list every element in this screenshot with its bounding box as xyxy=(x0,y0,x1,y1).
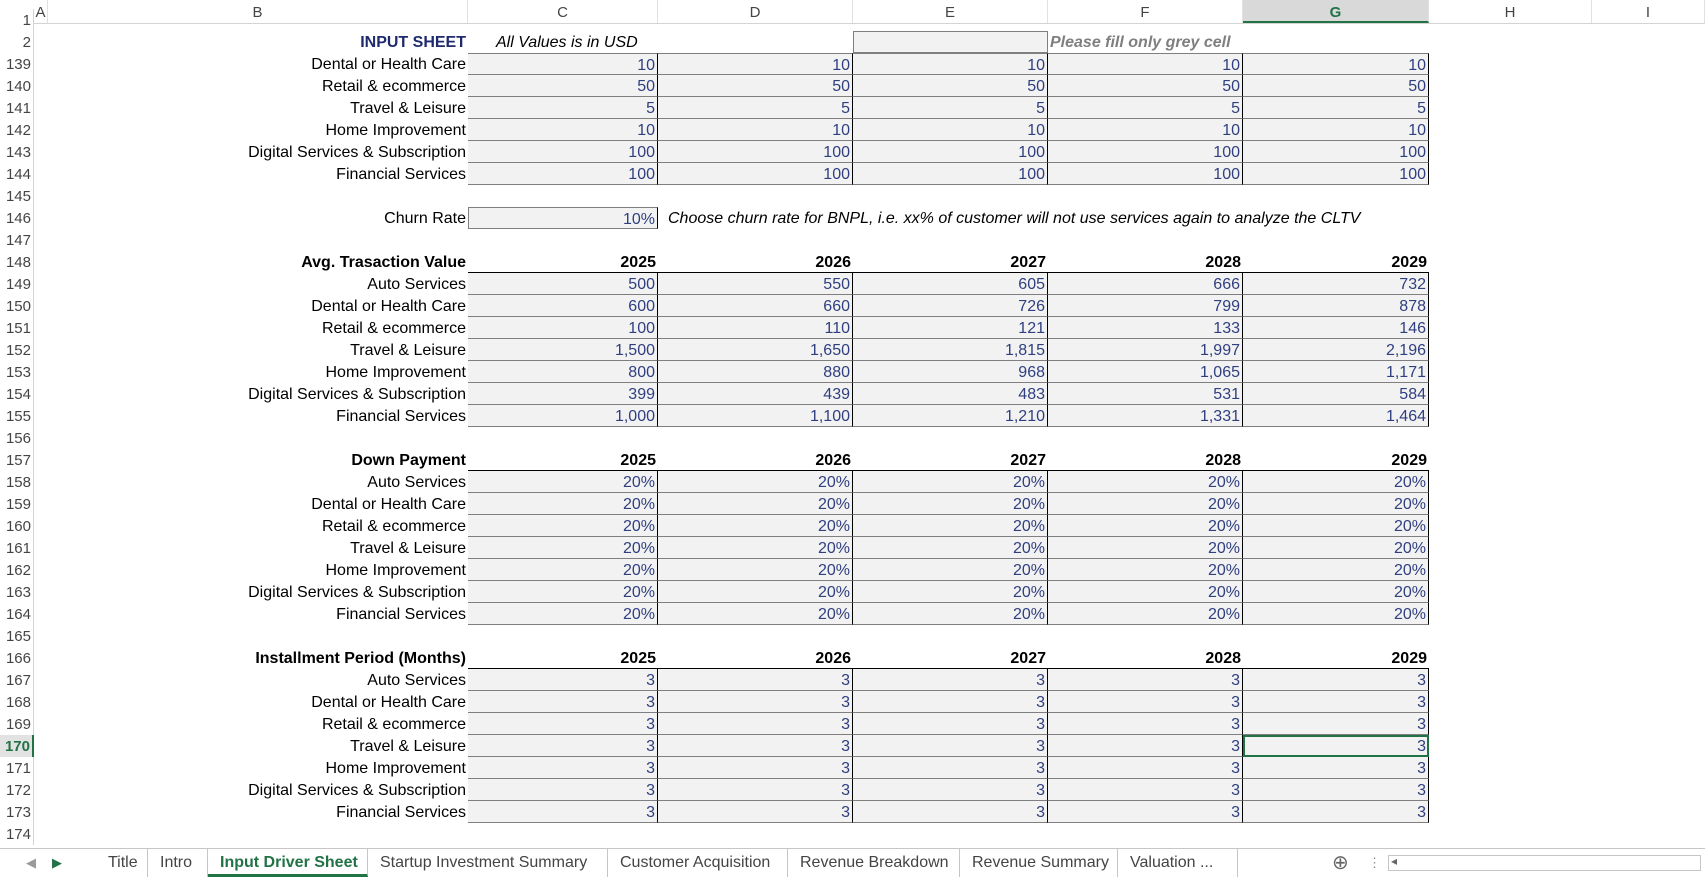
column-header-i[interactable]: I xyxy=(1592,0,1705,23)
input-value-cell[interactable]: 50 xyxy=(658,75,853,97)
section-title: Down Payment xyxy=(351,452,466,469)
input-value-cell[interactable]: 1,100 xyxy=(658,405,853,427)
input-value-cell[interactable]: 10 xyxy=(1048,119,1243,141)
spreadsheet-row xyxy=(0,119,1705,141)
row-number[interactable]: 158 xyxy=(0,471,34,493)
input-value-cell[interactable]: 3 xyxy=(468,669,658,691)
input-sheet-title: INPUT SHEET xyxy=(360,34,466,51)
spreadsheet-row xyxy=(0,559,1705,581)
year-header: 2027 xyxy=(853,251,1048,273)
input-value-cell[interactable]: 880 xyxy=(658,361,853,383)
input-value-cell[interactable]: 20% xyxy=(1243,471,1429,493)
input-value-cell[interactable]: 100 xyxy=(1048,163,1243,185)
spreadsheet-row xyxy=(0,713,1705,735)
input-value-cell[interactable]: 5 xyxy=(468,97,658,119)
row-number[interactable]: 146 xyxy=(0,207,34,229)
input-value-cell[interactable]: 100 xyxy=(468,163,658,185)
spreadsheet-row xyxy=(0,691,1705,713)
row-number[interactable]: 165 xyxy=(0,625,34,647)
year-header: 2028 xyxy=(1048,251,1243,273)
input-value-cell[interactable]: 500 xyxy=(468,273,658,295)
input-value-cell[interactable]: 20% xyxy=(1048,493,1243,515)
spreadsheet-row xyxy=(0,669,1705,691)
input-value-cell[interactable]: 3 xyxy=(1048,757,1243,779)
input-value-cell[interactable]: 605 xyxy=(853,273,1048,295)
input-value-cell[interactable]: 10 xyxy=(468,53,658,75)
row-label: Retail & ecommerce xyxy=(321,320,466,337)
input-value-cell[interactable]: 100 xyxy=(1243,163,1429,185)
spreadsheet-row xyxy=(0,9,1705,31)
row-label: Travel & Leisure xyxy=(350,100,466,117)
year-header: 2026 xyxy=(658,449,853,471)
input-value-cell[interactable]: 10 xyxy=(1048,53,1243,75)
input-value-cell[interactable]: 20% xyxy=(658,493,853,515)
input-value-cell[interactable]: 584 xyxy=(1243,383,1429,405)
input-value-cell[interactable]: 3 xyxy=(658,691,853,713)
row-number[interactable]: 2 xyxy=(0,31,34,53)
row-number[interactable]: 160 xyxy=(0,515,34,537)
triangle-left-icon[interactable]: ◀ xyxy=(26,855,36,870)
row-number[interactable]: 152 xyxy=(0,339,34,361)
input-value-cell[interactable]: 3 xyxy=(658,779,853,801)
row-number[interactable]: 139 xyxy=(0,53,34,75)
input-value-cell[interactable]: 20% xyxy=(1048,603,1243,625)
row-label: Home Improvement xyxy=(325,364,466,381)
row-number[interactable]: 140 xyxy=(0,75,34,97)
input-value-cell[interactable]: 800 xyxy=(468,361,658,383)
input-value-cell[interactable]: 5 xyxy=(1243,97,1429,119)
input-value-cell[interactable]: 100 xyxy=(853,141,1048,163)
input-value-cell[interactable]: 600 xyxy=(468,295,658,317)
input-value-cell[interactable]: 3 xyxy=(658,669,853,691)
input-value-cell[interactable]: 660 xyxy=(658,295,853,317)
row-number[interactable]: 168 xyxy=(0,691,34,713)
input-value-cell[interactable]: 20% xyxy=(1048,581,1243,603)
year-header: 2028 xyxy=(1048,647,1243,669)
input-value-cell[interactable]: 1,171 xyxy=(1243,361,1429,383)
spreadsheet-row xyxy=(0,185,1705,207)
input-value-cell[interactable]: 133 xyxy=(1048,317,1243,339)
row-number[interactable]: 173 xyxy=(0,801,34,823)
column-header-d[interactable]: D xyxy=(658,0,853,23)
column-header-h[interactable]: H xyxy=(1429,0,1592,23)
input-value-cell[interactable]: 799 xyxy=(1048,295,1243,317)
spreadsheet-row xyxy=(0,515,1705,537)
input-value-cell[interactable]: 20% xyxy=(1048,537,1243,559)
input-value-cell[interactable]: 726 xyxy=(853,295,1048,317)
input-value-cell[interactable]: 20% xyxy=(658,559,853,581)
row-label: Travel & Leisure xyxy=(350,342,466,359)
spreadsheet-row xyxy=(0,339,1705,361)
input-value-cell[interactable]: 100 xyxy=(658,141,853,163)
input-value-cell[interactable]: 1,650 xyxy=(658,339,853,361)
input-value-cell[interactable]: 878 xyxy=(1243,295,1429,317)
churn-rate-note: Choose churn rate for BNPL, i.e. xx% of customer will not use services again to analyze the CLTV xyxy=(668,210,1361,227)
sheet-tab[interactable]: Title xyxy=(96,849,148,877)
input-value-cell[interactable]: 20% xyxy=(658,581,853,603)
input-value-cell[interactable]: 1,331 xyxy=(1048,405,1243,427)
input-value-cell[interactable]: 3 xyxy=(853,757,1048,779)
column-header-a[interactable]: A xyxy=(34,0,48,23)
input-value-cell[interactable]: 550 xyxy=(658,273,853,295)
column-header-g[interactable]: G xyxy=(1243,0,1429,23)
input-value-cell[interactable]: 20% xyxy=(468,471,658,493)
usd-note: All Values is in USD xyxy=(496,34,638,51)
input-value-cell[interactable]: 3 xyxy=(853,779,1048,801)
input-value-cell[interactable]: 100 xyxy=(468,317,658,339)
input-value-cell[interactable]: 3 xyxy=(1048,801,1243,823)
spreadsheet-row xyxy=(0,53,1705,75)
row-number[interactable]: 150 xyxy=(0,295,34,317)
row-number[interactable]: 159 xyxy=(0,493,34,515)
input-value-cell[interactable]: 10 xyxy=(658,53,853,75)
spreadsheet-row xyxy=(0,405,1705,427)
input-value-cell[interactable]: 20% xyxy=(658,603,853,625)
input-value-cell[interactable]: 3 xyxy=(1048,713,1243,735)
input-value-cell[interactable]: 20% xyxy=(658,537,853,559)
year-header: 2026 xyxy=(658,251,853,273)
spreadsheet-row xyxy=(0,251,1705,273)
spreadsheet-row xyxy=(0,735,1705,757)
input-value-cell[interactable]: 3 xyxy=(658,757,853,779)
row-number[interactable]: 155 xyxy=(0,405,34,427)
sheet-tab[interactable]: Intro xyxy=(148,849,208,877)
spreadsheet-grid[interactable] xyxy=(0,12,1705,848)
row-number[interactable]: 142 xyxy=(0,119,34,141)
row-label: Dental or Health Care xyxy=(311,694,466,711)
spreadsheet-row xyxy=(0,361,1705,383)
input-value-cell[interactable]: 3 xyxy=(853,713,1048,735)
input-value-cell[interactable]: 3 xyxy=(468,779,658,801)
input-value-cell[interactable]: 1,464 xyxy=(1243,405,1429,427)
input-value-cell[interactable]: 20% xyxy=(1243,493,1429,515)
row-label: Digital Services & Subscription xyxy=(248,386,466,403)
row-label: Travel & Leisure xyxy=(350,738,466,755)
row-label: Financial Services xyxy=(336,166,466,183)
input-value-cell[interactable]: 20% xyxy=(1243,559,1429,581)
row-label: Home Improvement xyxy=(325,122,466,139)
row-number[interactable]: 174 xyxy=(0,823,34,845)
row-label: Retail & ecommerce xyxy=(321,716,466,733)
churn-rate-label: Churn Rate xyxy=(384,210,466,227)
year-header: 2025 xyxy=(468,251,658,273)
input-value-cell[interactable]: 1,500 xyxy=(468,339,658,361)
year-header: 2025 xyxy=(468,647,658,669)
row-number[interactable]: 149 xyxy=(0,273,34,295)
input-value-cell[interactable]: 3 xyxy=(853,735,1048,757)
input-value-cell[interactable]: 10 xyxy=(853,119,1048,141)
input-value-cell[interactable]: 20% xyxy=(658,515,853,537)
row-number[interactable]: 143 xyxy=(0,141,34,163)
spreadsheet-row xyxy=(0,163,1705,185)
input-value-cell[interactable]: 3 xyxy=(1243,691,1429,713)
column-header-c[interactable]: C xyxy=(468,0,658,23)
sheet-tab[interactable]: Revenue Breakdown xyxy=(788,849,960,877)
row-label: Dental or Health Care xyxy=(311,496,466,513)
input-value-cell[interactable]: 1,000 xyxy=(468,405,658,427)
row-number[interactable]: 166 xyxy=(0,647,34,669)
scroll-left-icon[interactable]: ◂ xyxy=(1391,854,1398,868)
input-value-cell[interactable]: 3 xyxy=(1243,669,1429,691)
column-header-b[interactable]: B xyxy=(48,0,468,23)
input-value-cell[interactable]: 3 xyxy=(1243,735,1429,757)
row-number[interactable]: 141 xyxy=(0,97,34,119)
spreadsheet-row xyxy=(0,471,1705,493)
input-value-cell[interactable]: 10 xyxy=(658,119,853,141)
input-value-cell[interactable]: 100 xyxy=(658,163,853,185)
input-value-cell[interactable]: 3 xyxy=(853,669,1048,691)
input-value-cell[interactable]: 3 xyxy=(468,801,658,823)
row-label: Dental or Health Care xyxy=(311,56,466,73)
sheet-tab-bar xyxy=(0,848,1705,878)
input-value-cell[interactable]: 531 xyxy=(1048,383,1243,405)
input-value-cell[interactable]: 968 xyxy=(853,361,1048,383)
input-value-cell[interactable]: 5 xyxy=(853,97,1048,119)
spreadsheet-row xyxy=(0,207,1705,229)
year-header: 2025 xyxy=(468,449,658,471)
year-header: 2029 xyxy=(1243,449,1429,471)
input-value-cell[interactable]: 3 xyxy=(1048,669,1243,691)
horizontal-scrollbar[interactable] xyxy=(1388,855,1701,871)
input-value-cell[interactable]: 50 xyxy=(468,75,658,97)
input-value-cell[interactable]: 20% xyxy=(468,537,658,559)
year-header: 2027 xyxy=(853,449,1048,471)
row-number[interactable]: 154 xyxy=(0,383,34,405)
column-header-f[interactable]: F xyxy=(1048,0,1243,23)
row-number[interactable]: 144 xyxy=(0,163,34,185)
sheet-tab[interactable]: Valuation ... xyxy=(1118,849,1238,877)
row-label: Home Improvement xyxy=(325,760,466,777)
vertical-dots-icon[interactable]: ⋮ xyxy=(1368,855,1381,870)
input-value-cell[interactable]: 483 xyxy=(853,383,1048,405)
input-value-cell[interactable]: 100 xyxy=(1048,141,1243,163)
input-value-cell[interactable]: 399 xyxy=(468,383,658,405)
input-value-cell[interactable]: 10 xyxy=(1243,119,1429,141)
input-value-cell[interactable]: 3 xyxy=(658,801,853,823)
spreadsheet-row xyxy=(0,757,1705,779)
input-value-cell[interactable]: 50 xyxy=(1048,75,1243,97)
input-value-cell[interactable]: 3 xyxy=(1048,779,1243,801)
row-number[interactable]: 167 xyxy=(0,669,34,691)
spreadsheet-row xyxy=(0,537,1705,559)
input-value-cell[interactable]: 50 xyxy=(1243,75,1429,97)
input-value-cell[interactable]: 50 xyxy=(853,75,1048,97)
spreadsheet-row xyxy=(0,229,1705,251)
grey-fill-sample xyxy=(853,31,1048,53)
input-value-cell[interactable]: 20% xyxy=(658,471,853,493)
spreadsheet-row xyxy=(0,273,1705,295)
triangle-right-icon[interactable]: ▶ xyxy=(52,855,62,870)
input-value-cell[interactable]: 3 xyxy=(468,735,658,757)
input-value-cell[interactable]: 20% xyxy=(853,603,1048,625)
row-number[interactable]: 1 xyxy=(0,9,34,31)
row-number[interactable]: 163 xyxy=(0,581,34,603)
row-label: Retail & ecommerce xyxy=(321,78,466,95)
row-number[interactable]: 147 xyxy=(0,229,34,251)
input-value-cell[interactable]: 3 xyxy=(853,801,1048,823)
input-value-cell[interactable]: 10 xyxy=(853,53,1048,75)
input-value-cell[interactable]: 146 xyxy=(1243,317,1429,339)
spreadsheet-row xyxy=(0,141,1705,163)
input-value-cell[interactable]: 20% xyxy=(1243,603,1429,625)
input-value-cell[interactable]: 20% xyxy=(853,515,1048,537)
row-label: Dental or Health Care xyxy=(311,298,466,315)
row-number[interactable]: 164 xyxy=(0,603,34,625)
year-header: 2029 xyxy=(1243,647,1429,669)
section-title: Installment Period (Months) xyxy=(255,650,466,667)
input-value-cell[interactable]: 439 xyxy=(658,383,853,405)
input-value-cell[interactable]: 110 xyxy=(658,317,853,339)
spreadsheet-row xyxy=(0,427,1705,449)
row-label: Financial Services xyxy=(336,408,466,425)
input-value-cell[interactable]: 20% xyxy=(853,537,1048,559)
input-value-cell[interactable]: 3 xyxy=(1243,801,1429,823)
input-value-cell[interactable]: 20% xyxy=(468,581,658,603)
input-value-cell[interactable]: 100 xyxy=(468,141,658,163)
row-number[interactable]: 162 xyxy=(0,559,34,581)
input-value-cell[interactable]: 20% xyxy=(853,471,1048,493)
spreadsheet-row xyxy=(0,581,1705,603)
input-value-cell[interactable]: 20% xyxy=(853,559,1048,581)
year-header: 2026 xyxy=(658,647,853,669)
spreadsheet-row xyxy=(0,603,1705,625)
year-header: 2028 xyxy=(1048,449,1243,471)
input-value-cell[interactable]: 20% xyxy=(853,493,1048,515)
column-header-e[interactable]: E xyxy=(853,0,1048,23)
row-number[interactable]: 171 xyxy=(0,757,34,779)
input-value-cell[interactable]: 10 xyxy=(468,119,658,141)
input-value-cell[interactable]: 5 xyxy=(1048,97,1243,119)
row-number[interactable]: 151 xyxy=(0,317,34,339)
input-value-cell[interactable]: 1,997 xyxy=(1048,339,1243,361)
input-value-cell[interactable]: 666 xyxy=(1048,273,1243,295)
fill-note: Please fill only grey cell xyxy=(1050,34,1231,51)
spreadsheet-row xyxy=(0,625,1705,647)
plus-circle-icon[interactable]: ⊕ xyxy=(1332,852,1349,874)
input-value-cell[interactable]: 20% xyxy=(468,559,658,581)
input-value-cell[interactable]: 5 xyxy=(658,97,853,119)
input-value-cell[interactable]: 3 xyxy=(1243,713,1429,735)
row-label: Retail & ecommerce xyxy=(321,518,466,535)
row-label: Digital Services & Subscription xyxy=(248,782,466,799)
row-number[interactable]: 157 xyxy=(0,449,34,471)
input-value-cell[interactable]: 20% xyxy=(468,515,658,537)
input-value-cell[interactable]: 121 xyxy=(853,317,1048,339)
row-number[interactable]: 153 xyxy=(0,361,34,383)
input-value-cell[interactable]: 20% xyxy=(853,581,1048,603)
spreadsheet-row xyxy=(0,449,1705,471)
churn-rate-input[interactable]: 10% xyxy=(468,207,658,229)
spreadsheet-row xyxy=(0,801,1705,823)
row-number[interactable]: 145 xyxy=(0,185,34,207)
spreadsheet-row xyxy=(0,823,1705,845)
spreadsheet-row xyxy=(0,647,1705,669)
input-value-cell[interactable]: 20% xyxy=(1243,537,1429,559)
input-value-cell[interactable]: 20% xyxy=(1048,559,1243,581)
input-value-cell[interactable]: 20% xyxy=(1243,581,1429,603)
input-value-cell[interactable]: 3 xyxy=(468,757,658,779)
spreadsheet-row xyxy=(0,75,1705,97)
spreadsheet-row xyxy=(0,779,1705,801)
input-value-cell[interactable]: 2,196 xyxy=(1243,339,1429,361)
row-number[interactable]: 170 xyxy=(0,735,34,757)
sheet-tab[interactable]: Revenue Summary xyxy=(960,849,1118,877)
input-value-cell[interactable]: 20% xyxy=(468,603,658,625)
spreadsheet-row xyxy=(0,31,1705,53)
input-value-cell[interactable]: 20% xyxy=(1243,515,1429,537)
spreadsheet-row xyxy=(0,317,1705,339)
input-value-cell[interactable]: 3 xyxy=(1048,735,1243,757)
input-value-cell[interactable]: 3 xyxy=(853,691,1048,713)
row-number[interactable]: 161 xyxy=(0,537,34,559)
spreadsheet-row xyxy=(0,383,1705,405)
input-value-cell[interactable]: 3 xyxy=(468,691,658,713)
input-value-cell[interactable]: 20% xyxy=(468,493,658,515)
input-value-cell[interactable]: 3 xyxy=(658,713,853,735)
row-label: Digital Services & Subscription xyxy=(248,144,466,161)
input-value-cell[interactable]: 20% xyxy=(1048,515,1243,537)
input-value-cell[interactable]: 3 xyxy=(1048,691,1243,713)
year-header: 2027 xyxy=(853,647,1048,669)
input-value-cell[interactable]: 100 xyxy=(1243,141,1429,163)
input-value-cell[interactable]: 1,815 xyxy=(853,339,1048,361)
row-label: Auto Services xyxy=(367,474,466,491)
input-value-cell[interactable]: 3 xyxy=(468,713,658,735)
input-value-cell[interactable]: 20% xyxy=(1048,471,1243,493)
input-value-cell[interactable]: 100 xyxy=(853,163,1048,185)
row-label: Auto Services xyxy=(367,276,466,293)
row-number[interactable]: 156 xyxy=(0,427,34,449)
input-value-cell[interactable]: 1,210 xyxy=(853,405,1048,427)
sheet-tab[interactable]: Input Driver Sheet xyxy=(208,849,368,877)
sheet-tab[interactable]: Customer Acquisition xyxy=(608,849,788,877)
row-label: Financial Services xyxy=(336,804,466,821)
spreadsheet-row xyxy=(0,295,1705,317)
input-value-cell[interactable]: 1,065 xyxy=(1048,361,1243,383)
input-value-cell[interactable]: 732 xyxy=(1243,273,1429,295)
spreadsheet-row xyxy=(0,97,1705,119)
input-value-cell[interactable]: 3 xyxy=(658,735,853,757)
row-label: Auto Services xyxy=(367,672,466,689)
row-number[interactable]: 169 xyxy=(0,713,34,735)
sheet-tab[interactable]: Startup Investment Summary xyxy=(368,849,608,877)
section-title: Avg. Trasaction Value xyxy=(301,254,466,271)
row-number[interactable]: 172 xyxy=(0,779,34,801)
input-value-cell[interactable]: 3 xyxy=(1243,757,1429,779)
spreadsheet-row xyxy=(0,493,1705,515)
row-label: Travel & Leisure xyxy=(350,540,466,557)
input-value-cell[interactable]: 3 xyxy=(1243,779,1429,801)
row-number[interactable]: 148 xyxy=(0,251,34,273)
row-label: Home Improvement xyxy=(325,562,466,579)
input-value-cell[interactable]: 10 xyxy=(1243,53,1429,75)
row-label: Digital Services & Subscription xyxy=(248,584,466,601)
row-label: Financial Services xyxy=(336,606,466,623)
year-header: 2029 xyxy=(1243,251,1429,273)
